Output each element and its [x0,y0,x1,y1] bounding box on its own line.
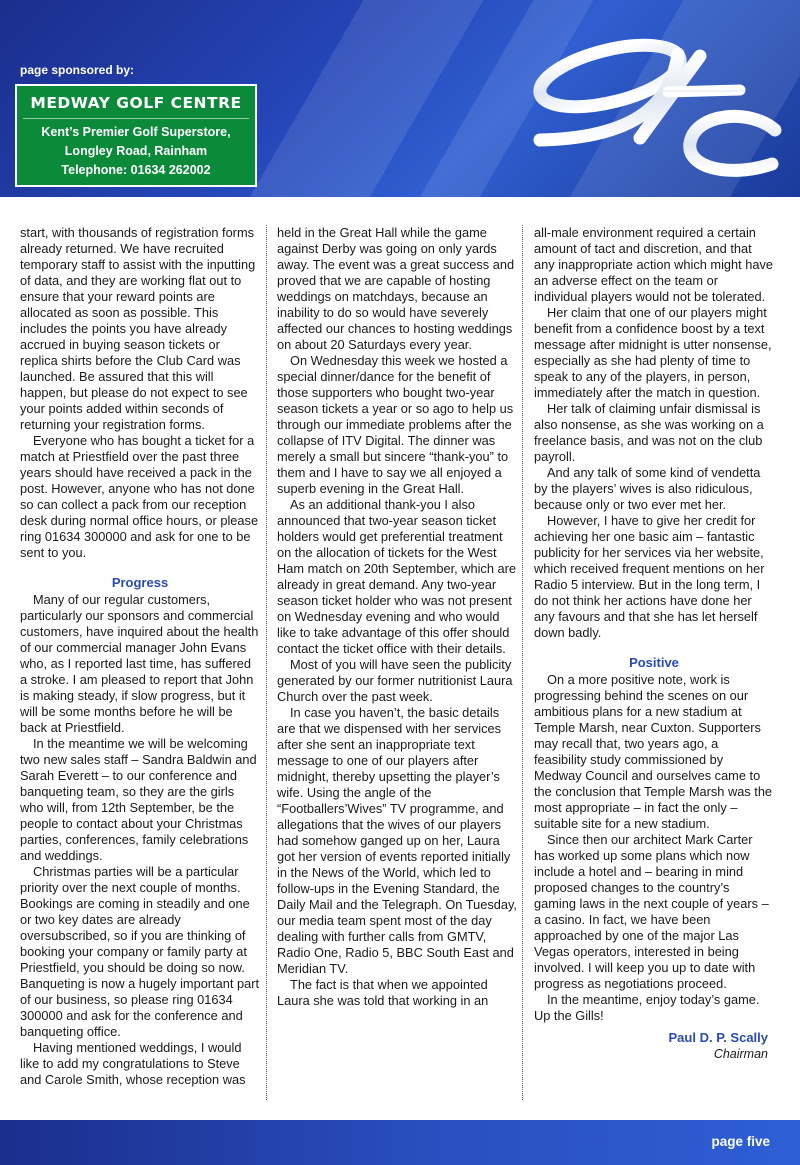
sponsor-line: Telephone: 01634 262002 [61,163,211,177]
article-paragraph: On a more positive note, work is progressing behind the scenes on our ambitious plans for a new stadium at Temple Marsh, near Cuxton. Supporters may recall that, two years ago, a feasibility study commissioned by Medway Council and ourselves came to the conclusion that Temple Marsh was the most appropriate – in fact the only – suitable site for a new stadium. [534,672,773,831]
column-divider [266,225,267,1100]
article-paragraph: However, I have to give her credit for achieving her one basic aim – fantastic publicity for her services via her website, which received frequent mentions on her Radio 5 interview. But in the long term, I do not think her actions have done her any favours and that she has let herself down badly. [534,513,765,640]
signature-title: Chairman [713,1047,768,1061]
sponsor-box [15,84,257,187]
signature-name: Paul D. P. Scally [668,1030,768,1045]
article-paragraph: In case you haven’t, the basic details are that we dispensed with her services after she sent an inappropriate text message to one of our players after midnight, thereby upsetting the player’s wife. Using the angle of the “Footballers’Wives” TV programme, and allegations that the wives of our players had somehow ganged up on her, Laura got her version of events reported initially in the News of the World, which led to follow-ups in the Evening Standard, the Daily Mail and the Telegraph. On Tuesday, our media team spent most of the day dealing with further calls from GMTV, Radio One, Radio 5, BBC South East and Meridian TV. [277,705,517,976]
article-paragraph: In the meantime we will be welcoming two new sales staff – Sandra Baldwin and Sarah Everett – to our conference and banqueting team, so they are the girls who will, from 12th September, be the people to contact about your Christmas parties, conferences, family celebrations and weddings. [20,736,257,863]
page-header [0,0,800,197]
article-paragraph: In the meantime, enjoy today’s game. Up the Gills! [534,992,760,1023]
section-heading: Progress [111,575,169,590]
page-footer [0,1120,800,1165]
article-paragraph: start, with thousands of registration forms already returned. We have recruited temporary staff to assist with the inputting of data, and they are working flat out to ensure that your reward points are allocated as soon as possible. This includes the points you have already accrued in buying season tickets or replica shirts before the Club Card was launched. Be assured that this will happen, but please do not expect to see your points added within seconds of returning your registration forms. [20,225,256,432]
sponsor-name: MEDWAY GOLF CENTRE [23,94,249,119]
section-heading: Positive [629,655,679,670]
column-divider [522,225,523,1100]
sponsor-line: Longley Road, Rainham [64,144,208,158]
article-paragraph: Since then our architect Mark Carter has worked up some plans which now include a hotel and – bearing in mind proposed changes to the country’s gaming laws in the next couple of years – a casino. In fact, we have been approached by one of the major Las Vegas operators, interested in being involved. I will keep you up to date with progress as negotiations proceed. [534,832,769,991]
article-paragraph: Her talk of claiming unfair dismissal is also nonsense, as she was working on a freelance basis, and was not on the club payroll. [534,401,764,464]
page-number: page five [711,1134,770,1149]
article-paragraph: held in the Great Hall while the game against Derby was going on only yards away. The event was a great success and proved that we are capable of hosting weddings on matchdays, because an inability to do so would have severely affected our chances to hosting weddings on about 20 Saturdays every year. [277,225,515,352]
article-paragraph: And any talk of some kind of vendetta by the players’ wives is also ridiculous, because only or two ever met her. [534,465,761,512]
sponsor-label: page sponsored by: [20,63,135,77]
article-paragraph: Everyone who has bought a ticket for a match at Priestfield over the past three years should have received a pack in the post. However, anyone who has not done so can collect a pack from our reception desk during normal office hours, or please ring 01634 300000 and ask for one to be sent to you. [20,433,259,560]
article-paragraph: The fact is that when we appointed Laura she was told that working in an [277,977,489,1008]
gfc-logo-icon [500,18,790,188]
article-paragraph: Many of our regular customers, particularly our sponsors and commercial customers, have inquired about the health of our commercial manager John Evans who, as I reported last time, has suffered a stroke. I am pleased to report that John is making steady, if slow progress, but it will be some months before he will be back at Priestfield. [20,592,259,735]
article-paragraph: all-male environment required a certain amount of tact and discretion, and that any inappropriate action which might have an adverse effect on the team or individual players would not be tolerated. [534,225,774,304]
article-paragraph: As an additional thank-you I also announced that two-year season ticket holders would get preferential treatment on the allocation of tickets for the West Ham match on 20th September, which are already in great demand. Any two-year season ticket holder who was not present on Wednesday evening and who would like to take advantage of this offer should contact the ticket office with their details. [277,497,516,656]
article-paragraph: Her claim that one of our players might benefit from a confidence boost by a text message after midnight is utter nonsense, especially as she had plenty of time to speak to any of the players, in person, immediately after the match in question. [534,305,772,400]
sponsor-line: Kent’s Premier Golf Superstore, [41,125,231,139]
column-3-blocks [534,225,774,1024]
article-paragraph: Having mentioned weddings, I would like to add my congratulations to Steve and Carole Smith, whose reception was [20,1040,246,1087]
article-paragraph: Christmas parties will be a particular priority over the next couple of months. Bookings are coming in steadily and one or two key dates are already oversubscribed, so if you are thinking of booking your company or family party at Priestfield, you should be doing so now. Banqueting is now a hugely important part of our business, so please ring 01634 300000 and ask for the conference and banqueting office. [20,864,260,1039]
article-column-3 [534,225,774,1062]
article-paragraph: On Wednesday this week we hosted a special dinner/dance for the benefit of those supporters who bought two-year season tickets a year or so ago to help us through our immediate problems after the collapse of ITV Digital. The dinner was merely a small but sincere “thank-you” to them and I have to say we all enjoyed a superb evening in the Great Hall. [277,353,514,496]
signature [534,1030,774,1062]
article-paragraph: Most of you will have seen the publicity generated by our former nutritionist Laura Church over the past week. [277,657,513,704]
article-column-1 [20,225,260,1088]
article-column-2 [277,225,517,1009]
